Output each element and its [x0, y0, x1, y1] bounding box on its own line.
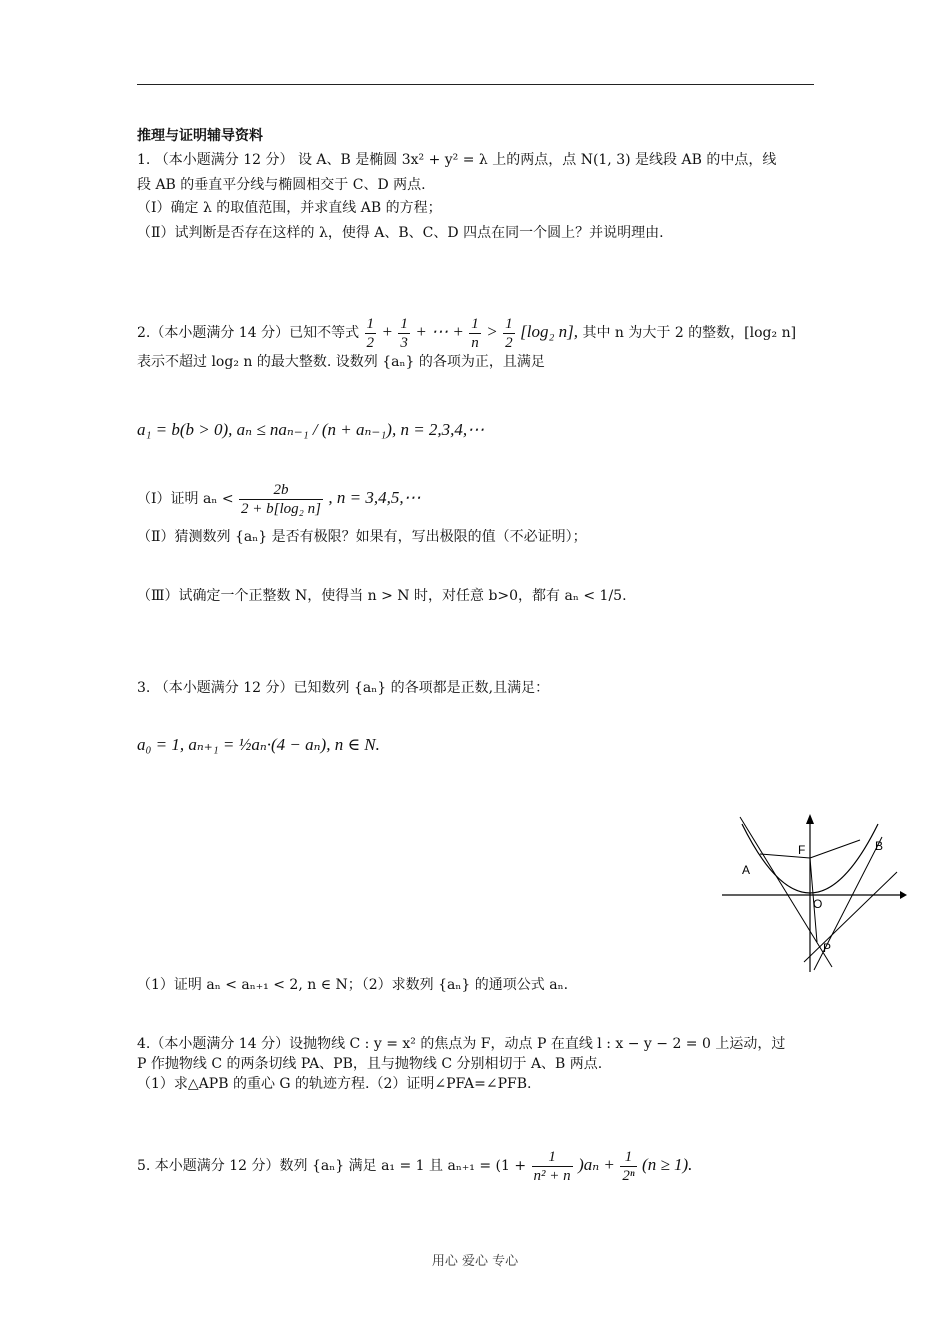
label-o: O: [813, 897, 823, 911]
p1-part2: （Ⅱ）试判断是否存在这样的 λ，使得 A、B、C、D 四点在同一个圆上？并说明理由.: [137, 225, 664, 241]
frac-half: $\frac{1}{2}$: [366, 315, 375, 351]
op-plus: +: [381, 322, 393, 341]
page-footer: 用心 爱心 专心: [431, 1254, 519, 1269]
frac-log-half: $\frac{1}{2}$: [505, 315, 513, 351]
p2-part2: （Ⅱ）猜测数列 {aₙ} 是否有极限？如果有，写出极限的值（不必证明）；: [137, 529, 587, 545]
label-a: A: [742, 863, 751, 877]
log-tail: [log₂ n],: [520, 322, 578, 341]
p4-line1: 4.（本小题满分 14 分）设抛物线 C : y = x² 的焦点为 F，动点 P 在直线 l : x − y − 2 = 0 上运动，过: [137, 1036, 786, 1052]
op-dots: + ⋯ +: [415, 322, 464, 341]
p3-intro: 3. （本小题满分 12 分）已知数列 {aₙ} 的各项都是正数,且满足：: [137, 680, 550, 696]
p5-intro-a: 5. 本小题满分 12 分）数列 {aₙ} 满足 a₁ = 1 且 aₙ₊₁ = (1 +: [137, 1158, 527, 1174]
p2-part1-b: , n = 3,4,5,⋯: [328, 488, 421, 507]
parabola-figure: [722, 812, 907, 972]
p4-line2: P 作抛物线 C 的两条切线 PA、PB，且与抛物线 C 分别相切于 A、B 两点.: [137, 1056, 603, 1072]
doc-title: 推理与证明辅导资料: [137, 128, 263, 144]
x-axis-arrow-icon: [900, 891, 907, 899]
p1-line2: 段 AB 的垂直平分线与椭圆相交于 C、D 两点.: [137, 177, 426, 193]
p1-line1: 1. （本小题满分 12 分） 设 A、B 是椭圆 3x² + y² = λ 上的两点，点 N(1, 3) 是线段 AB 的中点，线: [137, 152, 777, 168]
frac-third: $\frac{1}{3}$: [400, 315, 408, 351]
p5-intro-c: (n ≥ 1).: [642, 1155, 693, 1174]
frac-one-n: $\frac{1}{n}$: [471, 315, 479, 351]
p1-part1: （Ⅰ）确定 λ 的取值范围，并求直线 AB 的方程；: [137, 200, 442, 216]
p2-part1: [137, 478, 421, 519]
op-gt: >: [486, 322, 498, 341]
p2-intro-b: 其中 n 为大于 2 的整数，[log₂ n]: [582, 325, 797, 341]
tangent-pb: [804, 872, 897, 962]
label-f: F: [798, 843, 806, 857]
p5-intro: [137, 1145, 692, 1186]
frac-pow2: $\frac{1}{\text{2ⁿ}}$: [622, 1148, 635, 1184]
p2-line2: 表示不超过 log₂ n 的最大整数. 设数列 {aₙ} 的各项为正，且满足: [137, 354, 545, 370]
p4-line3: （1）求△APB 的重心 G 的轨迹方程.（2）证明∠PFA=∠PFB.: [137, 1076, 532, 1092]
p3-parts: （1）证明 aₙ < aₙ₊₁ < 2, n ∈ N；（2）求数列 {aₙ} 的通项公式 aₙ.: [137, 977, 569, 993]
label-b: B: [875, 839, 884, 853]
y-axis-arrow-icon: [806, 814, 814, 824]
p5-intro-b: )aₙ +: [578, 1155, 615, 1174]
p2-condition: a₁ = b(b > 0), aₙ ≤ naₙ₋₁ / (n + aₙ₋₁), n = 2,3,4,⋯: [137, 420, 485, 439]
p2-intro: [137, 312, 796, 353]
p2-part1-a: （Ⅰ）证明 aₙ <: [137, 491, 234, 507]
p3-condition: a₀ = 1, aₙ₊₁ = ½aₙ·(4 − aₙ), n ∈ N.: [137, 735, 380, 754]
frac-2b: $\frac{2b}{\text{2 + b[log₂ n]}}$: [241, 481, 321, 517]
p2-intro-a: 2.（本小题满分 14 分）已知不等式: [137, 325, 360, 341]
frac-n2n: $\frac{1}{\text{n² + n}}$: [533, 1148, 571, 1184]
segment-fb: [810, 840, 860, 858]
p2-part3: （Ⅲ）试确定一个正整数 N，使得当 n > N 时，对任意 b>0，都有 aₙ < 1/5.: [137, 588, 627, 604]
header-rule: [137, 84, 814, 85]
label-p: P: [823, 941, 832, 955]
